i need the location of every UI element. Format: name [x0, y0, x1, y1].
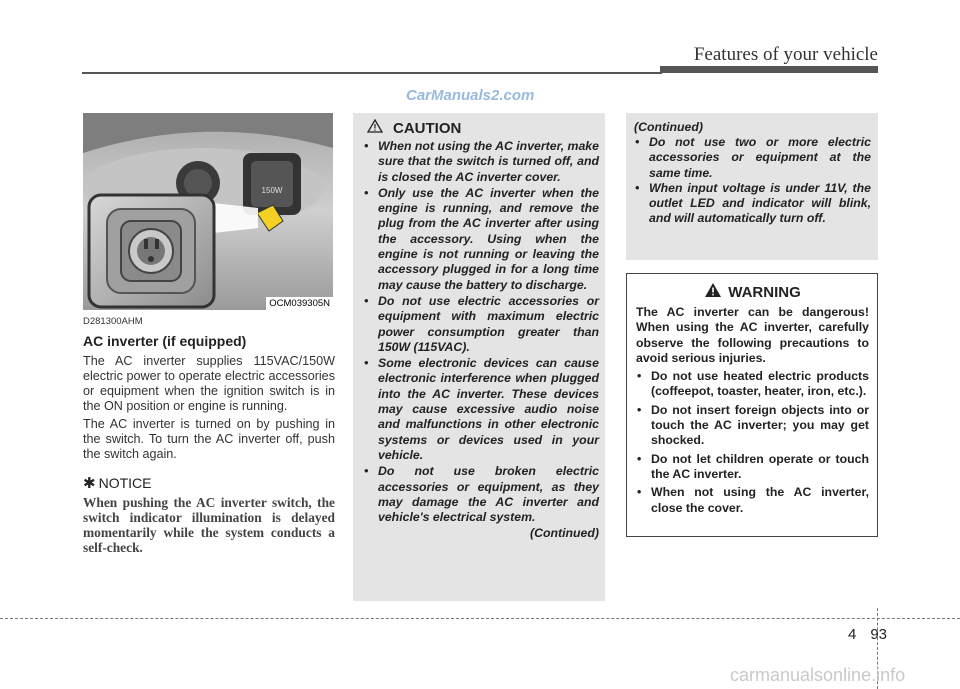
warning-heading — [636, 282, 869, 302]
left-column — [83, 316, 335, 555]
notice-heading-label: NOTICE — [98, 475, 152, 491]
warning-item: • Do not let children operate or touch the AC inverter. — [636, 452, 869, 483]
continued-list — [634, 135, 871, 227]
warning-item: • When not using the AC inverter, close the cover. — [636, 485, 869, 516]
notice-text: When pushing the AC inverter switch, the switch indicator illumination is delayed momentarily while the system conducts a self-check. — [83, 495, 335, 555]
footer-rule — [0, 618, 960, 619]
caution-item: • When not using the AC inverter, make sure that the switch is turned off, and is closed the AC inverter cover. — [363, 139, 599, 185]
warning-triangle-icon — [704, 282, 722, 302]
warning-heading-label: WARNING — [728, 283, 801, 301]
caution-item: • Do not use electric accessories or equipment with maximum electric power consumption greater than 150W (115VAC). — [363, 294, 599, 355]
watermark-bottom: carmanualsonline.info — [730, 665, 906, 685]
section-code: D281300AHM — [83, 316, 143, 327]
body-paragraph-1: The AC inverter supplies 115VAC/150W electric power to operate electric accessories or equipment when the ignition switch is in the ON position or engine is running. — [83, 354, 335, 413]
notice-star-icon: ✱ — [83, 475, 96, 492]
caution-item: • Do not use broken electric accessories or equipment, as they may damage the AC inverter and vehicle's electrical system. — [363, 464, 599, 525]
inverter-photo-illustration — [83, 113, 333, 310]
photo-reference-code: OCM039305N — [266, 297, 333, 310]
page-number — [848, 626, 887, 643]
caution-item: • Only use the AC inverter when the engine is running, and remove the plug from the AC inverter after using the accessory. Using when the engine is not running or leaving the accessory plugged in for a long time may cause the battery to discharge. — [363, 186, 599, 293]
section-title: AC inverter (if equipped) — [83, 333, 247, 349]
caution-continued: (Continued) — [530, 526, 599, 541]
warning-item: • Do not use heated electric products (coffeepot, toaster, heater, iron, etc.). — [636, 369, 869, 400]
caution-triangle-icon — [367, 119, 383, 137]
warning-item: • Do not insert foreign objects into or touch the AC inverter; you may get shocked. — [636, 403, 869, 449]
warning-list — [636, 369, 869, 516]
caution-box — [353, 113, 605, 601]
continued-item: • When input voltage is under 11V, the outlet LED and indicator will blink, and will automatically turn off. — [634, 181, 871, 227]
warning-box — [626, 273, 878, 537]
body-paragraph-2: The AC inverter is turned on by pushing in the switch. To turn the AC inverter off, push the switch again. — [83, 417, 335, 461]
caution-heading — [367, 119, 599, 137]
page-header-title: Features of your vehicle — [693, 44, 878, 65]
continued-box — [626, 113, 878, 260]
inverter-photo — [83, 113, 333, 310]
page-number-value: 93 — [870, 626, 888, 643]
warning-intro: The AC inverter can be dangerous! When using the AC inverter, carefully observe the following precautions to avoid serious injuries. — [636, 305, 869, 365]
svg-text:150W: 150W — [261, 186, 283, 195]
chapter-number: 4 — [848, 626, 857, 643]
header-rule — [82, 72, 662, 74]
watermark-top: CarManuals2.com — [406, 87, 535, 104]
caution-item: • Some electronic devices can cause electronic interference when plugged into the AC inverter. These devices may cause excessive audio noise and malfunctions in other electronic systems or devices used in your vehicle. — [363, 356, 599, 463]
caution-list — [363, 139, 599, 525]
notice-heading — [83, 474, 335, 492]
continued-heading: (Continued) — [634, 120, 703, 134]
caution-heading-label: CAUTION — [393, 119, 462, 137]
continued-item: • Do not use two or more electric accessories or equipment at the same time. — [634, 135, 871, 181]
header-rule-accent — [660, 66, 878, 73]
